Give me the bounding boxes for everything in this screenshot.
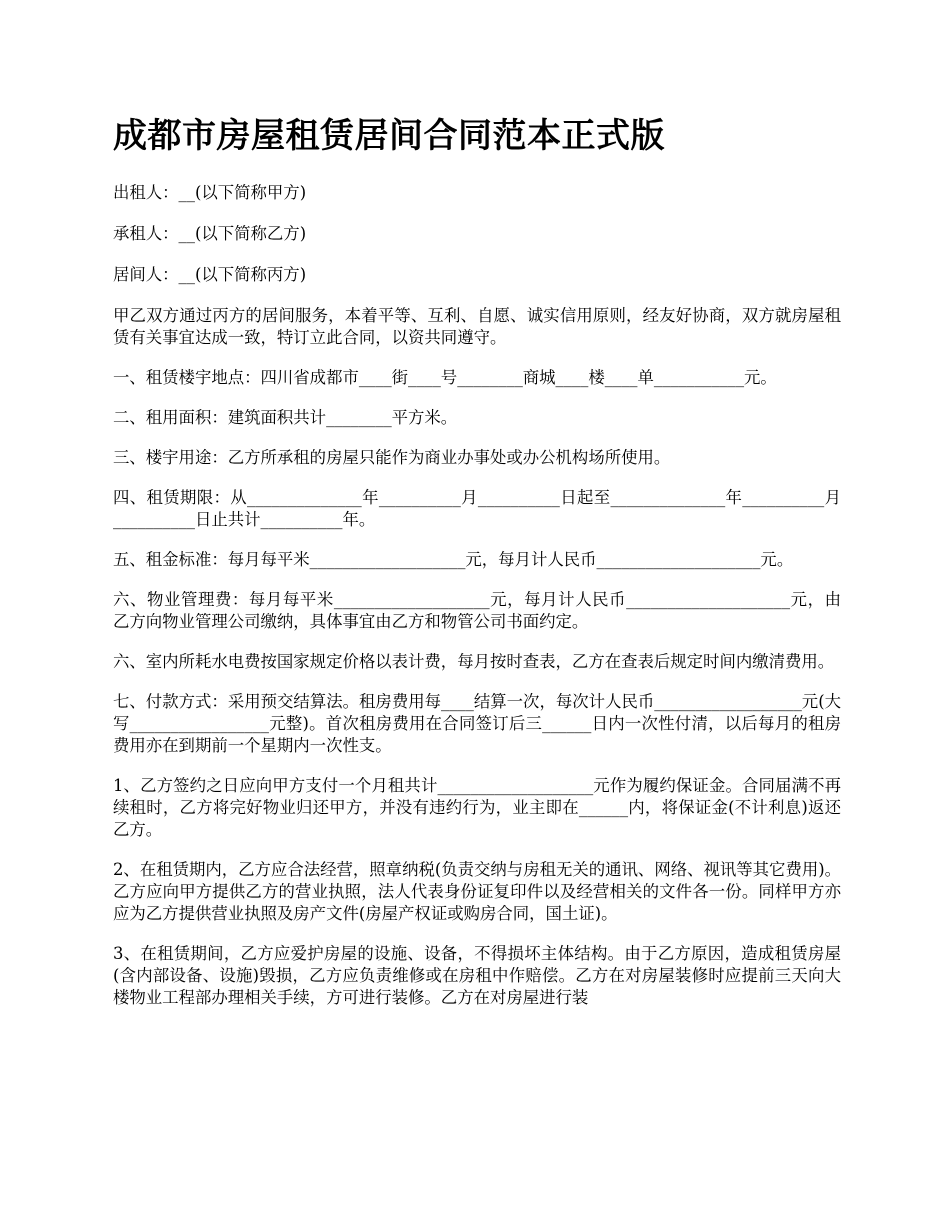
preamble-paragraph: 甲乙双方通过丙方的居间服务，本着平等、互利、自愿、诚实信用原则，经友好协商，双方就房屋租赁有关事宜达成一致，特订立此合同，以资共同遵守。 xyxy=(113,306,841,347)
clause-deposit: 1、乙方签约之日应向甲方支付一个月租共计___________________元作为履约保证金。合同届满不再续租时，乙方将完好物业归还甲方，并没有违约行为，业主即在______内，将保证金(不计利息)返还乙方。 xyxy=(113,776,841,839)
clause-rent: 五、租金标准：每月每平米___________________元，每月计人民币____________________元。 xyxy=(113,550,794,569)
clause-utilities: 六、室内所耗水电费按国家规定价格以表计费，每月按时查表，乙方在查表后规定时间内缴清费用。 xyxy=(113,652,835,671)
clause-property-fee: 六、物业管理费：每月每平米___________________元，每月计人民币____________________元，由乙方向物业管理公司缴纳，具体事宜由乙方和物管公司书面约定。 xyxy=(113,590,841,631)
document-page xyxy=(113,108,841,1027)
clause-term: 四、租赁期限：从______________年__________月__________日起至______________年__________月__________日止共计__________年。 xyxy=(113,488,841,529)
clause-area: 二、租用面积：建筑面积共计________平方米。 xyxy=(113,408,458,427)
clause-maintenance: 3、在租赁期间，乙方应爱护房屋的设施、设备，不得损坏主体结构。由于乙方原因，造成租赁房屋(含内部设备、设施)毁损，乙方应负责维修或在房租中作赔偿。乙方在对房屋装修时应提前三天向大楼物业工程部办理相关手续，方可进行装修。乙方在对房屋进行装 xyxy=(113,944,841,1007)
clause-payment: 七、付款方式：采用预交结算法。租房费用每____结算一次，每次计人民币__________________元(大写_________________元整)。首次租房费用在合同签订后三______日内一次性付清，以后每月的租房费用亦在到期前一个星期内一次性支。 xyxy=(113,692,841,755)
lessee-line: 承租人：__(以下简称乙方) xyxy=(113,224,307,243)
document-title: 成都市房屋租赁居间合同范本正式版 xyxy=(113,116,665,156)
clause-usage: 三、楼宇用途：乙方所承租的房屋只能作为商业办事处或办公机构场所使用。 xyxy=(113,448,671,467)
clause-location: 一、租赁楼宇地点：四川省成都市____街____号________商城____楼____单___________元。 xyxy=(113,368,777,387)
clause-legal-operation: 2、在租赁期内，乙方应合法经营，照章纳税(负责交纳与房租无关的通讯、网络、视讯等其它费用)。乙方应向甲方提供乙方的营业执照，法人代表身份证复印件以及经营相关的文件各一份。同样甲方亦应为乙方提供营业执照及房产文件(房屋产权证或购房合同，国土证)。 xyxy=(113,860,842,923)
lessor-line: 出租人：__(以下简称甲方) xyxy=(113,183,307,202)
intermediary-line: 居间人：__(以下简称丙方) xyxy=(113,265,307,284)
